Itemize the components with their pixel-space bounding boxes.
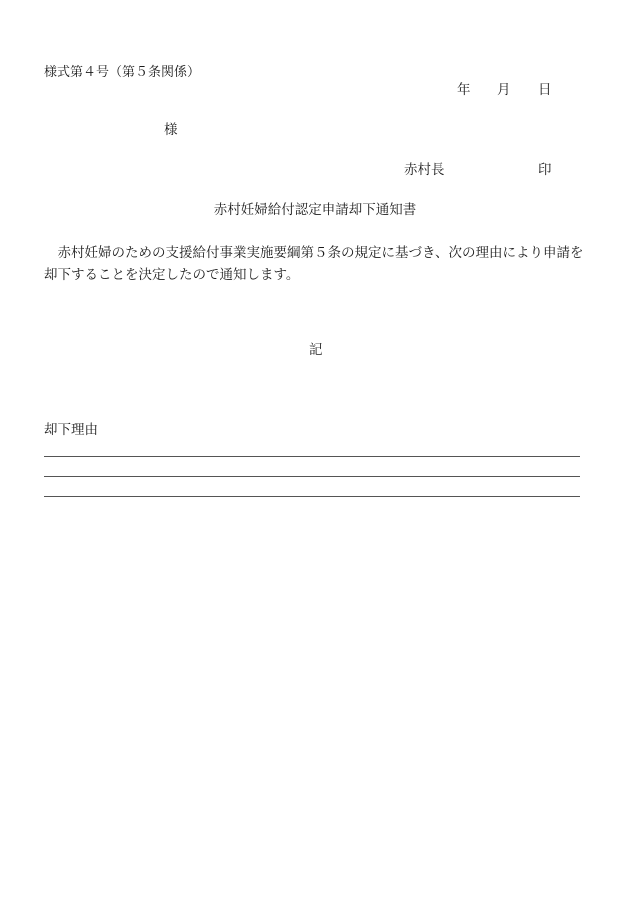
ki-heading: 記 — [309, 342, 323, 358]
document-title: 赤村妊婦給付認定申請却下通知書 — [213, 202, 417, 218]
issuer-name: 赤村長 — [404, 162, 445, 178]
body-paragraph: 赤村妊婦のための支援給付事業実施要綱第５条の規定に基づき、次の理由により申請を却下することを決定したので通知します。 — [44, 245, 584, 283]
date-year-label: 年 — [457, 82, 471, 98]
reason-line-1 — [44, 456, 580, 457]
reason-line-2 — [44, 476, 580, 477]
rejection-reason-label: 却下理由 — [44, 422, 98, 438]
date-month-label: 月 — [497, 82, 511, 98]
addressee-suffix: 様 — [164, 122, 178, 138]
reason-line-3 — [44, 496, 580, 497]
seal-mark: 印 — [538, 162, 552, 178]
date-day-label: 日 — [538, 82, 552, 98]
form-number: 様式第４号（第５条関係） — [44, 65, 201, 80]
